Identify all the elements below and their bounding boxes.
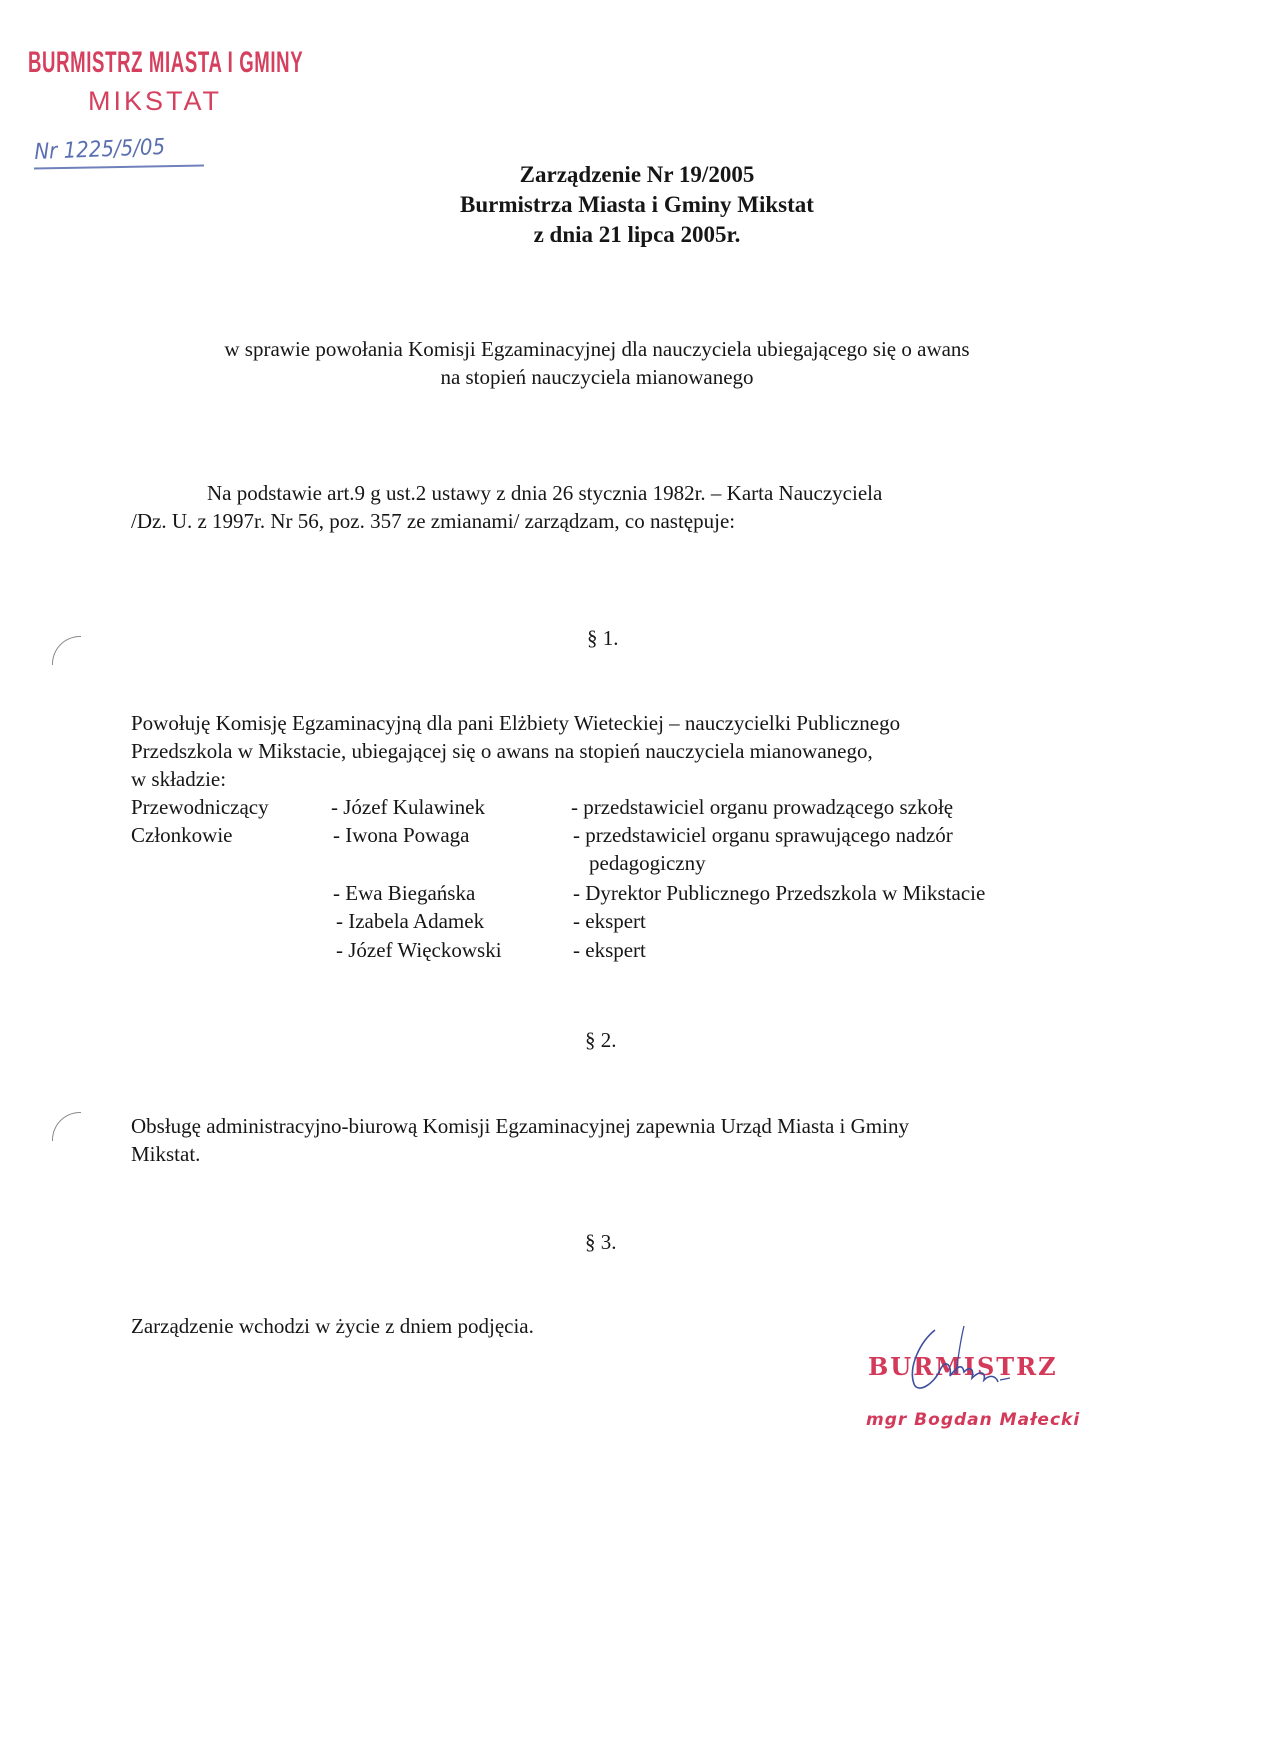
section2-line1: Obsługę administracyjno-biurową Komisji Egzaminacyjnej zapewnia Urząd Miasta i Gminy [131, 1114, 909, 1138]
member-name: - Iwona Powaga [333, 823, 470, 847]
member-function: - przedstawiciel organu prowadzącego szkołę [571, 795, 954, 819]
section1-line3: w składzie: [131, 767, 227, 791]
member-name: - Ewa Biegańska [333, 881, 476, 905]
punch-hole-mark [52, 1112, 81, 1141]
member-function-continued: pedagogiczny [589, 851, 706, 875]
member-role: Przewodniczący [131, 795, 269, 819]
section1-line2: Przedszkola w Mikstacie, ubiegającej się o awans na stopień nauczyciela mianowanego, [131, 739, 873, 763]
subject-line1: w sprawie powołania Komisji Egzaminacyjnej dla nauczyciela ubiegającego się o awans [224, 337, 970, 361]
basis-line1: Na podstawie art.9 g ust.2 ustawy z dnia 26 stycznia 1982r. – Karta Nauczyciela [207, 481, 883, 505]
office-stamp-line2: MIKSTAT [88, 86, 222, 116]
member-name: - Izabela Adamek [336, 909, 485, 933]
handwritten-signature [900, 1322, 1020, 1402]
member-function: - ekspert [573, 938, 646, 962]
section3-heading: § 3. [585, 1230, 617, 1254]
section3-line1: Zarządzenie wchodzi w życie z dniem podjęcia. [131, 1314, 534, 1338]
signatory-name-stamp: mgr Bogdan Małecki [866, 1410, 1081, 1430]
member-function: - ekspert [573, 909, 646, 933]
subject-line2: na stopień nauczyciela mianowanego [440, 365, 754, 389]
section2-line2: Mikstat. [131, 1142, 201, 1166]
section2-heading: § 2. [585, 1028, 617, 1052]
registration-number: Nr 1225/5/05 [34, 134, 166, 165]
member-name: - Józef Kulawinek [331, 795, 485, 819]
office-stamp-line1: BURMISTRZ MIASTA I GMINY [28, 46, 304, 79]
section1-heading: § 1. [587, 626, 619, 650]
basis-line2: /Dz. U. z 1997r. Nr 56, poz. 357 ze zmianami/ zarządzam, co następuje: [131, 509, 736, 533]
member-function: - Dyrektor Publicznego Przedszkola w Mikstacie [573, 881, 986, 905]
section1-line1: Powołuję Komisję Egzaminacyjną dla pani Elżbiety Wieteckiej – nauczycielki Publicznego [131, 711, 901, 735]
document-issuer: Burmistrza Miasta i Gminy Mikstat [460, 192, 814, 217]
member-name: - Józef Więckowski [336, 938, 502, 962]
member-function: - przedstawiciel organu sprawującego nadzór [573, 823, 953, 847]
signature-title-stamp: BURMISTRZ [868, 1352, 1058, 1381]
member-role: Członkowie [131, 823, 233, 847]
document-date: z dnia 21 lipca 2005r. [533, 222, 741, 247]
document-title: Zarządzenie Nr 19/2005 [519, 162, 755, 187]
punch-hole-mark [52, 636, 81, 665]
